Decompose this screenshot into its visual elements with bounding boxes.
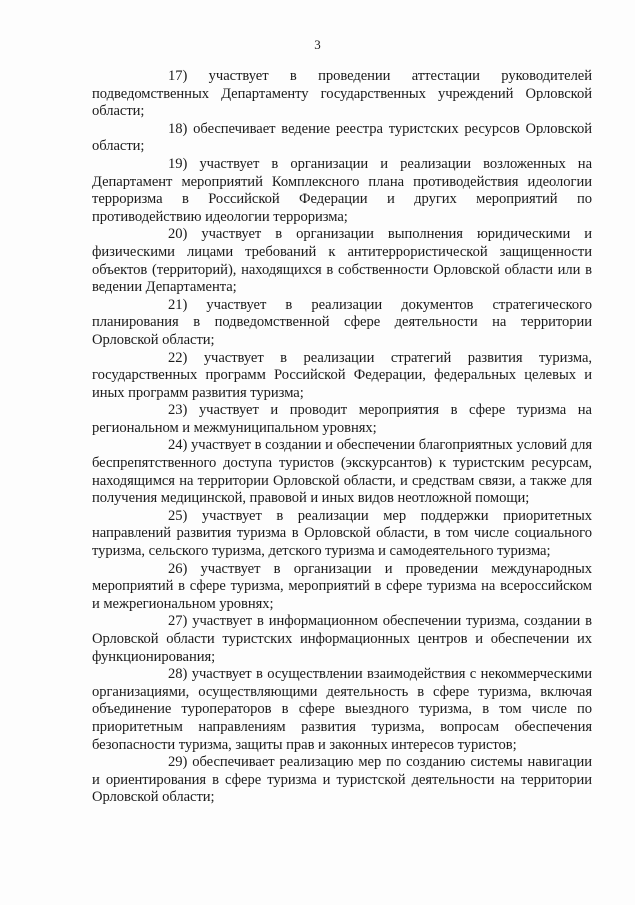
item-text: обеспечивает ведение реестра туристских ресурсов Орловской области;	[92, 120, 592, 155]
item-number: 22)	[168, 349, 188, 366]
item-text: участвует в реализации стратегий развития туризма, государственных программ Российской Федерации, федеральных целевых и иных программ развития туризма;	[92, 349, 592, 401]
item-number: 29)	[168, 754, 188, 771]
item-number: 26)	[168, 560, 188, 577]
page-number: 3	[314, 37, 321, 52]
item-number: 17)	[168, 68, 188, 84]
document-body	[92, 68, 592, 807]
item-text: участвует в проведении аттестации руководителей подведомственных Департаменту государственных учреждений Орловской области;	[92, 68, 592, 120]
list-item	[92, 666, 592, 754]
list-item	[92, 561, 592, 614]
item-number: 19)	[168, 155, 188, 172]
item-text: участвует и проводит мероприятия в сфере туризма на региональном и межмуниципальном уровнях;	[92, 402, 592, 436]
item-number: 27)	[168, 613, 188, 630]
list-item	[92, 754, 592, 807]
item-text: участвует в реализации документов стратегического планирования в подведомственной сфере деятельности на территории Орловской области;	[92, 296, 592, 348]
item-text: участвует в организации и проведении международных мероприятий в сфере туризма, мероприятий в сфере туризма на всероссийском и межрегиональном уровнях;	[92, 560, 592, 612]
list-item	[92, 402, 592, 437]
list-item	[92, 226, 592, 296]
list-item	[92, 68, 592, 121]
item-text: участвует в реализации мер поддержки приоритетных направлений развития туризма в Орловской области, в том числе социального туризма, сельского туризма, детского туризма и самодеятельного туризма;	[92, 507, 592, 560]
list-item	[92, 613, 592, 666]
list-item	[92, 121, 592, 156]
item-text: участвует в создании и обеспечении благоприятных условий для беспрепятственного доступа туристов (экскурсантов) к туристским ресурсам, находящимся на территории Орловской области, и средствам связи, а также для получения медицинской, правовой и иных видов неотложной помощи;	[92, 437, 592, 507]
item-number: 25)	[168, 507, 188, 524]
item-number: 23)	[168, 402, 188, 419]
item-number: 28)	[168, 666, 188, 683]
item-number: 18)	[168, 120, 188, 137]
list-item	[92, 297, 592, 350]
list-item	[92, 156, 592, 226]
list-item	[92, 350, 592, 403]
item-number: 21)	[168, 296, 188, 313]
item-text: участвует в осуществлении взаимодействия с некоммерческими организациями, осуществляющими деятельность в сфере туризма, включая объединение туроператоров в сфере выездного туризма, в том числе по приоритетным направлениям развития туризма, вопросам обеспечения безопасности туризма, защиты прав и законных интересов туристов;	[92, 666, 592, 753]
item-text: участвует в организации и реализации возложенных на Департамент мероприятий Комплексного плана противодействия идеологии терроризма в Российской Федерации и других мероприятий по противодействию идеологии терроризма;	[92, 155, 592, 225]
item-number: 24)	[168, 437, 188, 454]
item-number: 20)	[168, 226, 188, 243]
item-text: участвует в информационном обеспечении туризма, создании в Орловской области туристских информационных центров и обеспечении их функционирования;	[92, 613, 592, 665]
list-item	[92, 508, 592, 561]
item-text: обеспечивает реализацию мер по созданию системы навигации и ориентирования в сфере туризма и туристской деятельности на территории Орловской области;	[92, 754, 592, 806]
item-text: участвует в организации выполнения юридическими и физическими лицами требований к антитеррористической защищенности объектов (территорий), находящихся в собственности Орловской области или в ведении Департамента;	[92, 226, 592, 296]
list-item	[92, 437, 592, 507]
